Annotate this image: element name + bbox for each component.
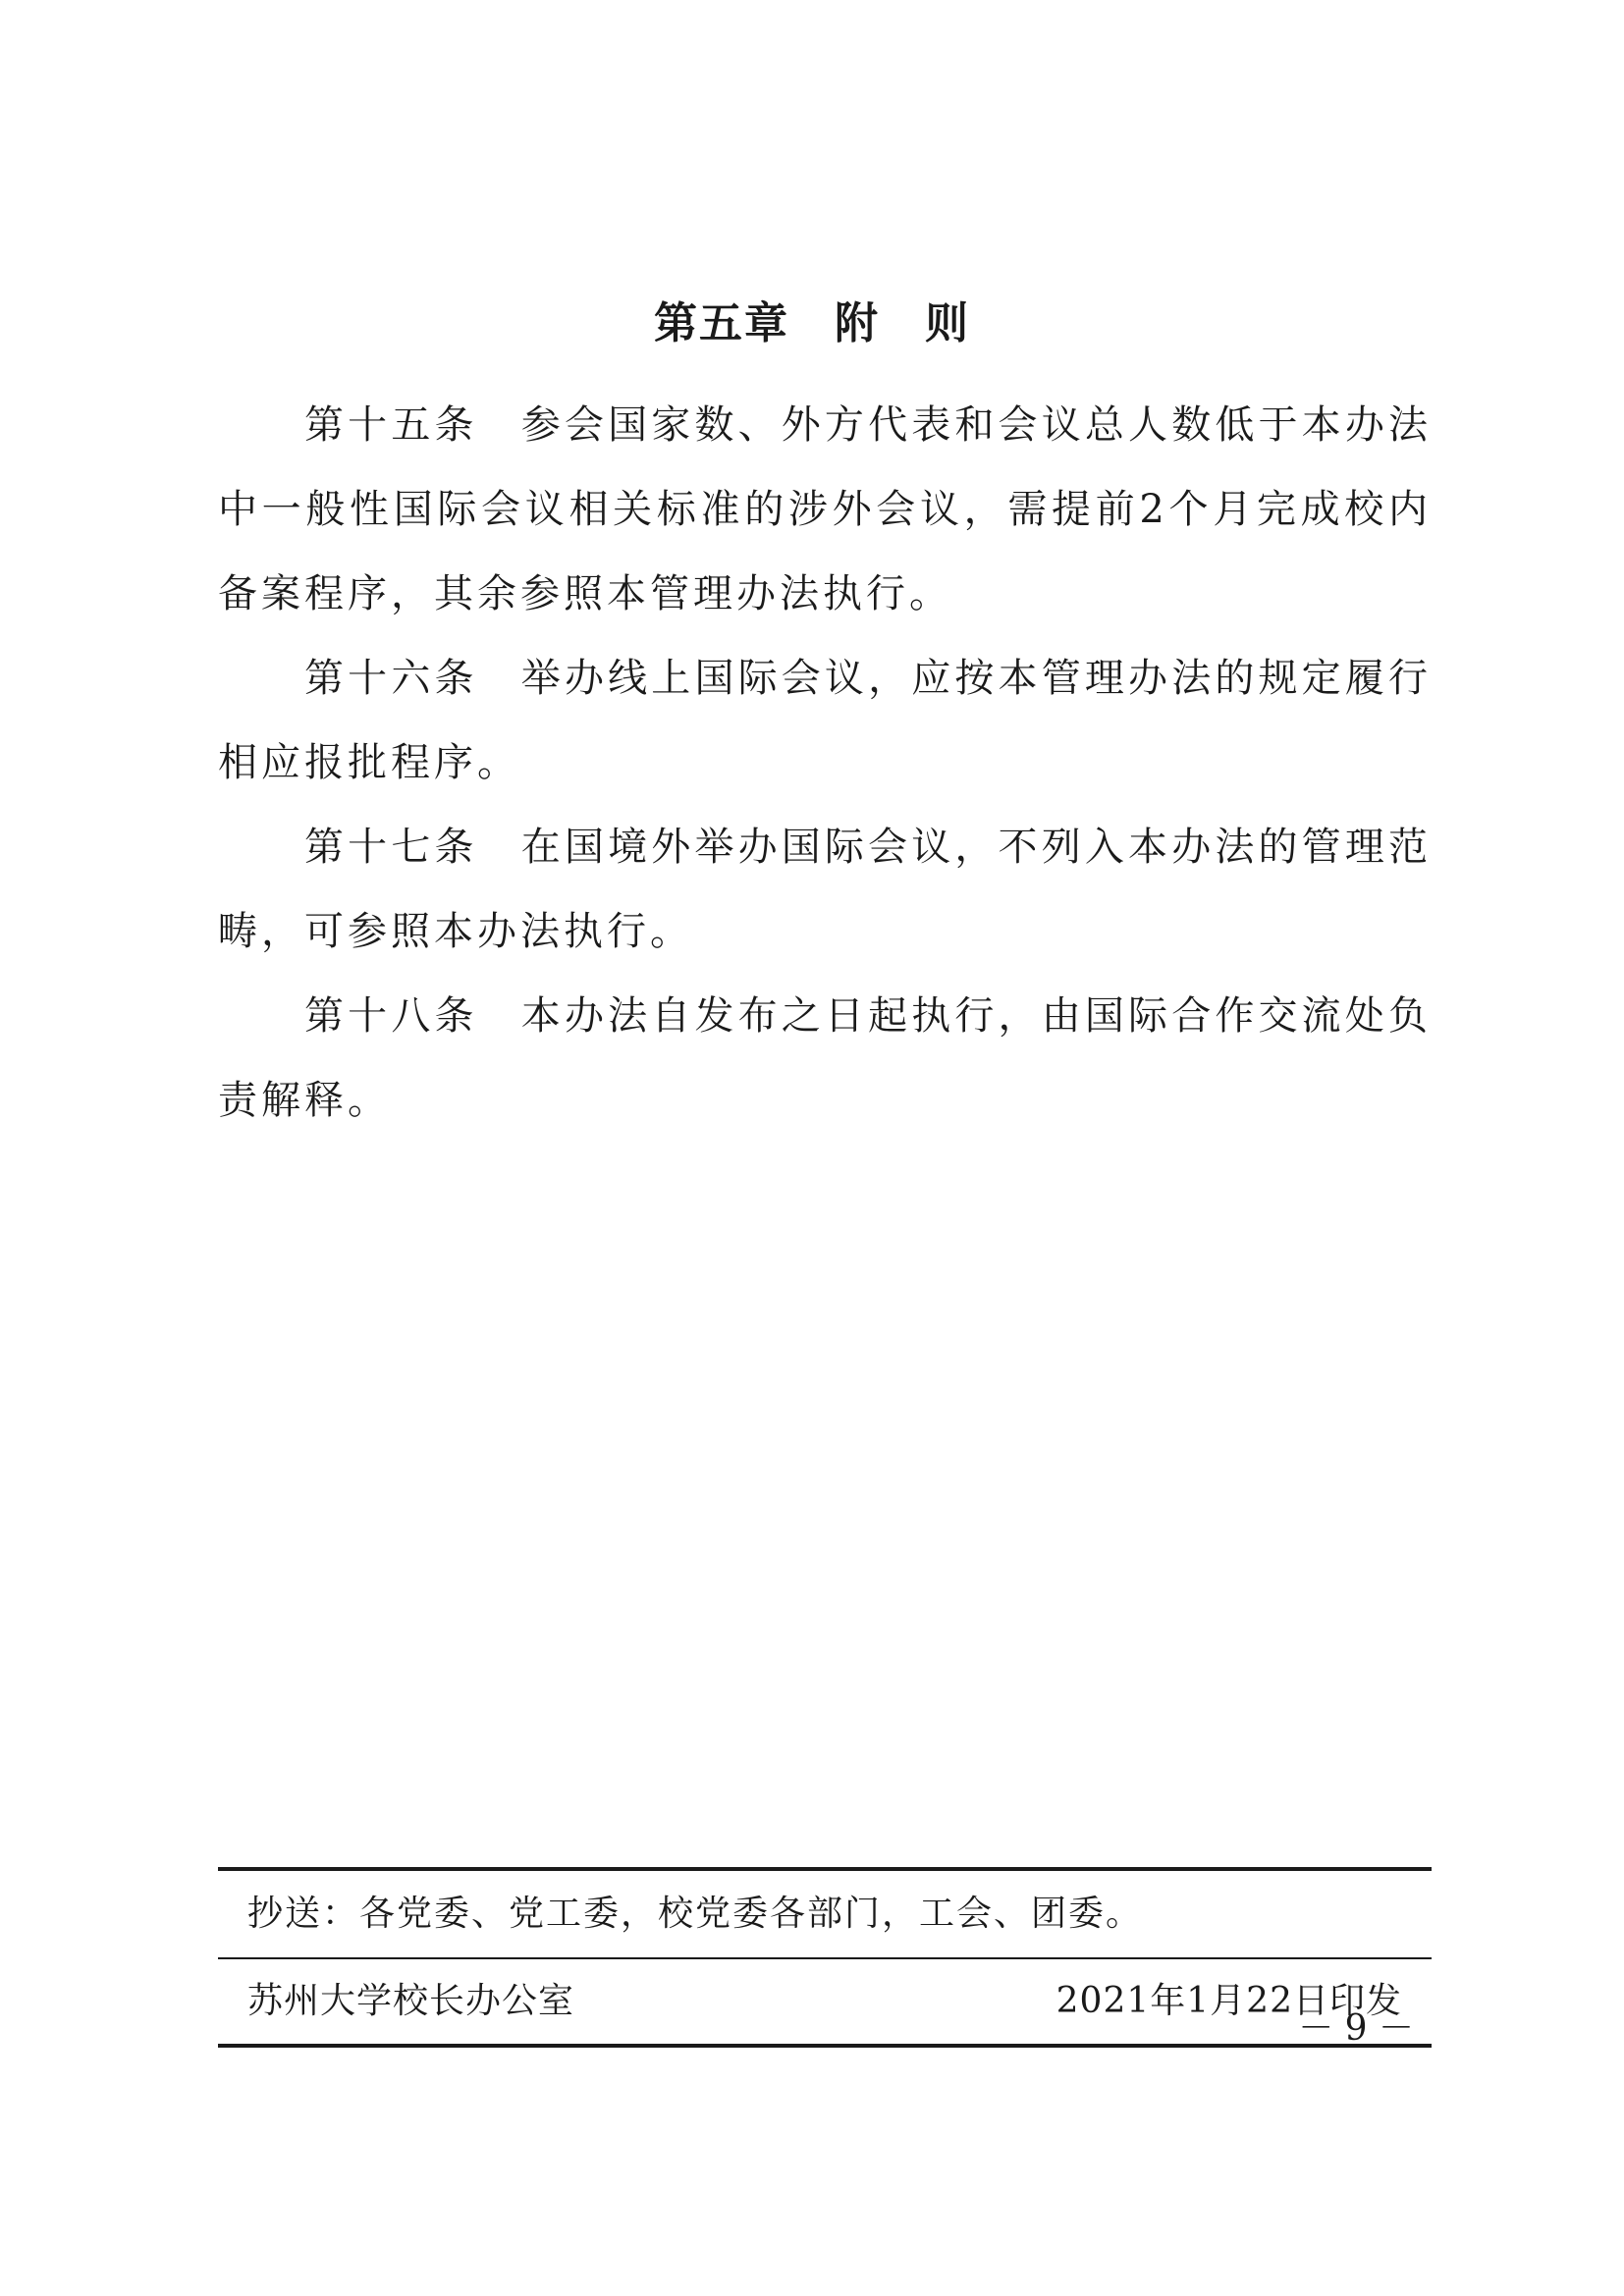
- article-15: 第十五条 参会国家数、外方代表和会议总人数低于本办法中一般性国际会议相关标准的涉外会议，需提前2个月完成校内备案程序，其余参照本管理办法执行。: [218, 402, 1432, 616]
- cc-line: 抄送：各党委、党工委，校党委各部门，工会、团委。: [247, 1894, 1144, 1934]
- article-17: 第十七条 在国境外举办国际会议，不列入本办法的管理范畴，可参照本办法执行。: [218, 825, 1432, 954]
- footer-bottom-rule: [218, 2044, 1432, 2048]
- issue-line: [218, 1959, 1432, 2044]
- page-number: － 9 －: [1298, 2008, 1414, 2049]
- issuer-name: 苏州大学校长办公室: [247, 1981, 575, 2021]
- issue-date: 2021年1月22日印发: [1056, 1981, 1402, 2021]
- chapter-title: 第五章 附 则: [654, 298, 970, 348]
- article-18: 第十八条 本办法自发布之日起执行，由国际合作交流处负责解释。: [218, 993, 1432, 1123]
- distribution-footer: [218, 1867, 1432, 2048]
- article-16: 第十六条 举办线上国际会议，应按本管理办法的规定履行相应报批程序。: [218, 656, 1432, 785]
- document-body: [218, 383, 1432, 1143]
